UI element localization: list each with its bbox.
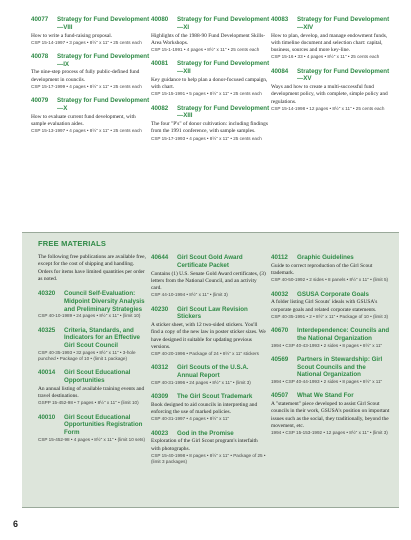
item-code: 40320	[38, 290, 56, 298]
item-code: 40312	[151, 364, 169, 372]
item-code: 40325	[38, 326, 56, 334]
item-description: Book designed to aid councils in interpreting and enforcing the use of marked policies.	[151, 401, 258, 416]
item-meta: CSP 15-16 • 33 • 4 pages • 8½" x 11" • 25 cents each	[271, 54, 380, 60]
item-description: Key guidance to help plan a donor-focused campaign, with chart.	[151, 76, 268, 91]
item-code: 40083	[271, 16, 289, 23]
item-description: An annual listing of available training events and travel destinations.	[38, 385, 145, 400]
item-meta: 1994 • CSP 15-153-1992 • 12 pages • 8½" x 11" • (limit 3)	[271, 430, 388, 436]
top-column-3	[271, 16, 391, 119]
item-title: Graphic Guidelines	[297, 254, 354, 261]
item-title: Strategy for Fund Development—XI	[177, 16, 270, 31]
item-title: Partners in Stewardship: Girl Scout Councils and the National Organization	[297, 355, 383, 379]
intro-paragraph: The following free publications are available free, except for the cost of shipping and handling. Orders for items have limited quantities per order as noted.	[38, 254, 146, 282]
item-description: How to write a fund-raising proposal.	[31, 32, 113, 39]
item-code: 40081	[151, 60, 169, 68]
item-code: 40080	[151, 16, 169, 23]
list-item	[151, 393, 266, 423]
item-meta: CSP 40-31-1996 • 24 pages • 8½" x 11" • (limit 3)	[151, 379, 251, 385]
list-item	[38, 290, 150, 319]
item-meta: CSP 40-35-1993 • 32 pages • 8½" x 11" • 3-hole punched • Package of 10 • (limit 1 package)	[38, 349, 136, 362]
top-column-2	[151, 16, 271, 149]
item-meta: CSP 15-40-1998 • 8 pages • 8½" x 11" • Package of 25 • (limit 3 packages)	[151, 453, 266, 465]
list-item	[31, 16, 151, 46]
item-code: 40644	[151, 254, 169, 261]
item-meta: CSP 40-10-1989 • 24 pages • 8½" x 11" • (limit 10)	[38, 313, 141, 319]
item-meta: CSP 15-17-1993 • 4 pages • 8½" x 11" • 25 cents each	[151, 135, 262, 141]
top-column-1	[31, 16, 151, 142]
item-title: Strategy for Fund Development—XII	[177, 60, 270, 76]
list-item	[271, 356, 391, 385]
item-code: 40230	[151, 305, 169, 313]
list-item	[151, 60, 271, 97]
item-title: The Girl Scout Trademark	[177, 393, 253, 401]
item-title: Strategy for Fund Development—XV	[297, 67, 390, 83]
item-code: 40507	[271, 392, 289, 400]
list-item	[271, 68, 391, 113]
item-meta: CSP 44-10-1994 • 8½" x 11" • (limit 3)	[151, 292, 228, 298]
item-meta: CSP 40-20-1996 • Package of 24 • 8½" x 11" stickers	[151, 351, 259, 357]
item-meta: CSP 15-15-1991 • 5 pages • 8½" x 11" • 25 cents each	[151, 91, 262, 97]
section-heading: FREE MATERIALS	[38, 239, 107, 248]
item-meta: CSP 15-17-1999 • 4 pages • 8½" x 11" • 25 cents each	[31, 84, 142, 90]
item-code: 40569	[271, 355, 289, 363]
item-meta: CSP 15-14-1998 • 12 pages • 8½" x 11" • 25 cents each	[271, 105, 385, 111]
list-item	[151, 306, 266, 358]
bottom-divider	[22, 507, 399, 508]
item-code: 40084	[271, 67, 289, 75]
item-title: Girl Scout Educational Opportunities	[64, 369, 131, 384]
item-meta: CSP 15-452-98 • 4 pages • 8½" x 11" • (limit 10 sets)	[38, 436, 145, 442]
item-title: Criteria, Standards, and Indicators for an Effective Girl Scout Council	[64, 326, 140, 350]
item-description: Contains (1) U.S. Senate Gold Award certificates, (3) letters from the National Council, and an activity card.	[151, 270, 266, 292]
item-meta: CSP 15-13-1997 • 4 pages • 8½" x 11" • 25 cents each	[31, 128, 142, 134]
list-item	[151, 105, 271, 142]
item-description: A folder listing Girl Scouts' ideals with GSUSA's corporate goals and related corporate statements.	[271, 299, 378, 313]
item-code: 40023	[151, 429, 169, 437]
item-description: The nine-step process of fully public-defined fund development in councils.	[31, 69, 140, 83]
list-item	[151, 430, 266, 466]
item-code: 40112	[271, 254, 288, 261]
item-title: Strategy for Fund Development—IX	[57, 52, 150, 68]
item-title: Interdependence: Councils and the National Organization	[297, 327, 390, 342]
item-title: Girl Scout Gold Award Certificate Packet	[177, 254, 243, 269]
item-meta: CSP 40-31-1997 • 4 pages • 8½" x 11"	[151, 416, 230, 422]
item-description: How to evaluate current fund development, with sample evaluation aides.	[31, 113, 136, 128]
item-description: How to plan, develop, and manage endowment funds, with timeline document and selection chart: capital, business, sources and more key-line.	[271, 32, 388, 54]
item-meta: GSPP 15-452-98 • 7 pages • 8½" x 11" • (limit 10)	[38, 400, 139, 406]
item-description: The four "P's" of donor cultivation: including findings from the 1991 conference, with sample samples.	[151, 121, 268, 135]
item-meta: CSP 40-50-1992 • 2 sides • 8 panels • 8½" x 11" • (limit 5)	[271, 277, 389, 283]
free-column-3	[271, 254, 391, 443]
list-item	[38, 327, 150, 363]
item-code: 40077	[31, 16, 49, 23]
item-code: 40670	[271, 327, 289, 335]
item-title: Girl Scouts of the U.S.A. Annual Report	[177, 364, 249, 380]
item-meta: CSP 15-1-1991 • 4 pages • 8½" x 11" • 25 cents each	[151, 47, 260, 53]
item-code: 40014	[38, 369, 56, 377]
item-title: Strategy for Fund Development—VIII	[57, 16, 150, 31]
list-item	[271, 392, 391, 436]
item-title: Girl Scout Law Revision Stickers	[177, 305, 248, 321]
item-code: 40032	[271, 290, 289, 298]
list-item	[151, 254, 266, 299]
item-code: 40309	[151, 393, 169, 401]
item-title: Council Self-Evaluation: Midpoint Diversity Analysis and Preliminary Strategies	[64, 290, 145, 313]
list-item	[151, 16, 271, 53]
item-meta: 1994 • CSP 40-44-1993 • 2 sides • 8 pages • 8½" x 11"	[271, 379, 383, 384]
item-description: Exploration of the Girl Scout program's interfaith with photographs.	[151, 438, 258, 452]
item-code: 40079	[31, 97, 49, 105]
list-item	[271, 327, 391, 349]
item-description: A sticker sheet, with 12 two-sided stickers. You'll find a copy of the new law in poster sticker sizes. We have designed it suitable for updating previous versions.	[151, 322, 266, 350]
free-column-2	[151, 254, 266, 472]
item-title: What We Stand For	[297, 392, 354, 400]
list-item	[151, 364, 266, 386]
item-meta: 1994 • CSP 40-43-1993 • 2 sides • 8 pages • 8½" x 11"	[271, 342, 383, 348]
item-description: Guide to correct reproduction of the Girl Scout trademark.	[271, 262, 373, 277]
item-description: A "statement" piece developed to assist Girl Scout councils in their work, GSUSA's position on important issues such as the social, they traditionally, beyond the movement, etc.	[271, 400, 390, 429]
list-item	[31, 53, 151, 90]
item-title: Strategy for Fund Development—XIV	[297, 16, 390, 31]
item-description: Highlights of the 1988-90 Fund Development Skills-Area Workshops.	[151, 32, 266, 46]
item-meta: CSP 40-35-1991 • 2 • 8½" x 11" • Package of 10 • (limit 3)	[271, 313, 389, 319]
list-item	[271, 291, 391, 321]
item-code: 40010	[38, 413, 56, 421]
list-item	[271, 254, 391, 284]
item-title: Strategy for Fund Development—XIII	[177, 104, 270, 120]
item-code: 40082	[151, 104, 169, 112]
item-title: God in the Promise	[177, 429, 234, 437]
list-item	[38, 414, 150, 443]
item-meta: CSP 15-14-1997 • 3 pages • 8½" x 11" • 25 cents each	[31, 39, 142, 45]
list-item	[31, 97, 151, 134]
item-description: Ways and how to create a multi-successful fund development policy, with complete, simple policy and regulations.	[271, 84, 388, 105]
item-title: GSUSA Corporate Goals	[297, 290, 369, 298]
item-title: Girl Scout Educational Opportunities Registration Form	[64, 413, 143, 437]
list-item	[271, 16, 391, 61]
item-code: 40078	[31, 52, 49, 60]
list-item	[38, 369, 150, 406]
page-number: 6	[13, 519, 19, 529]
item-title: Strategy for Fund Development—X	[57, 97, 150, 113]
free-column-1	[38, 254, 150, 450]
